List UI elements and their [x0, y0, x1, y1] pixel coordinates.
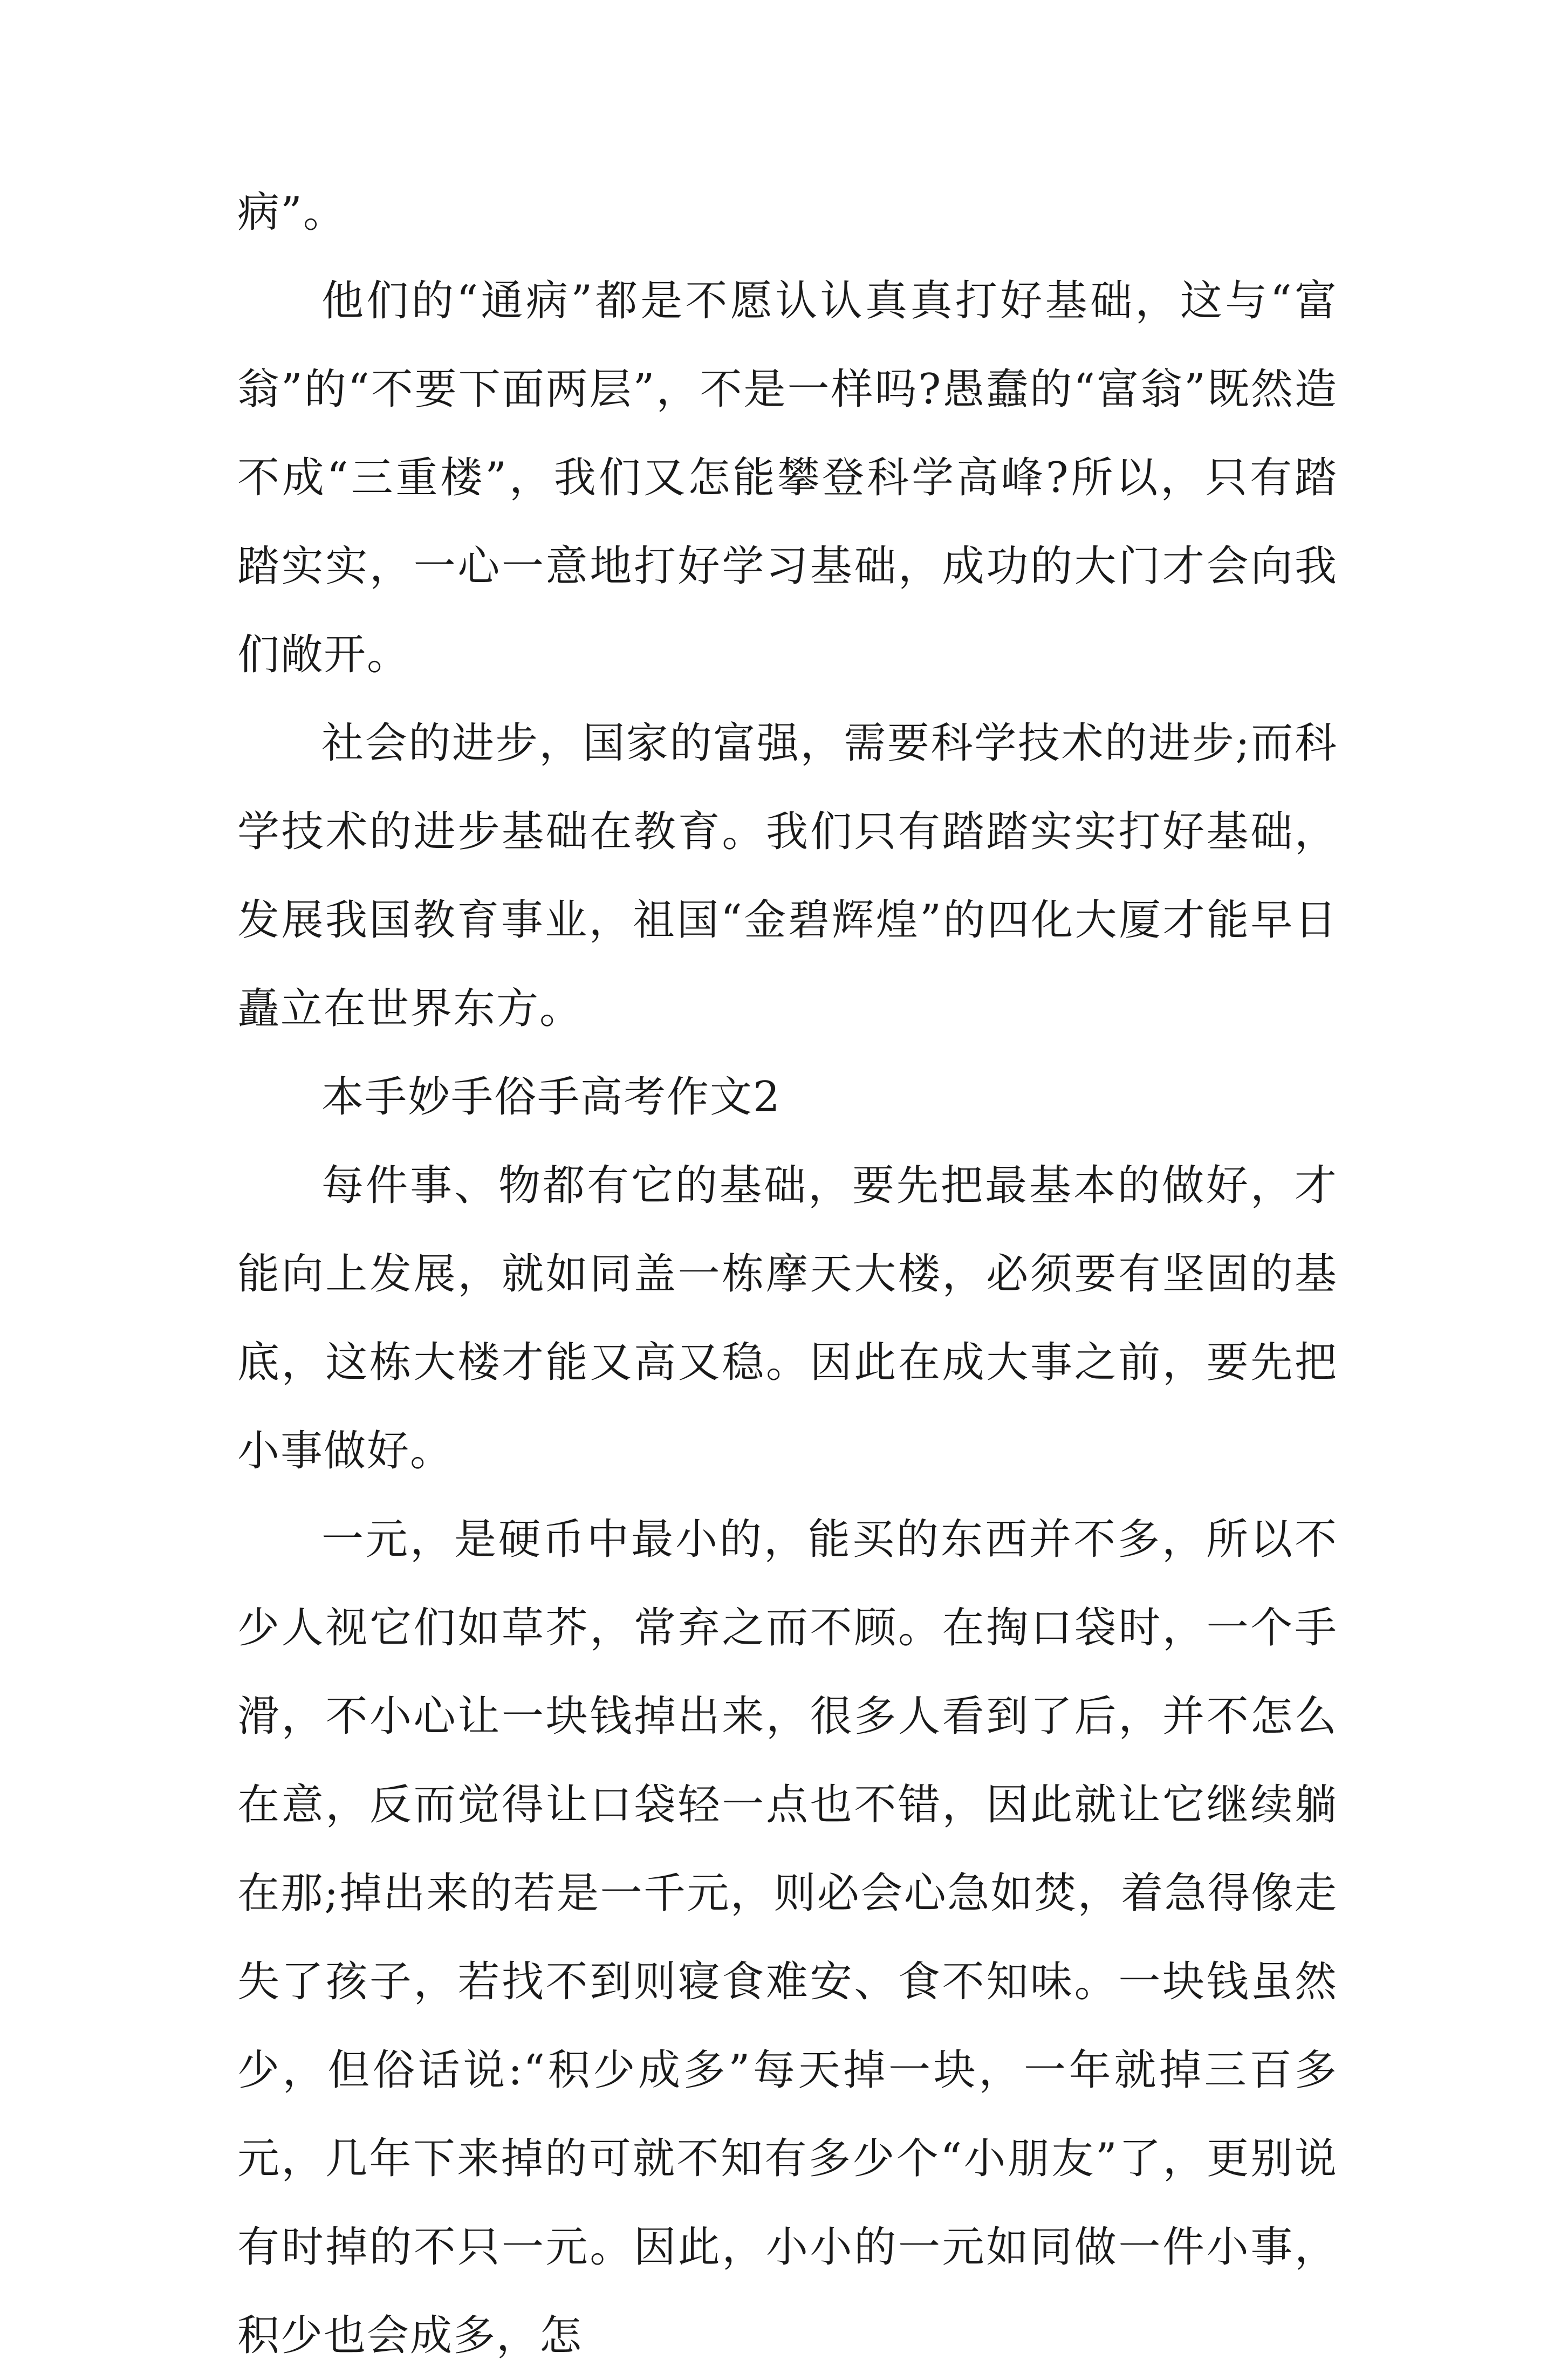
paragraph-one-yuan: 一元，是硬币中最小的，能买的东西并不多，所以不少人视它们如草芥，常弃之而不顾。在掏口袋时，一个手滑，不小心让一块钱掉出来，很多人看到了后，并不怎么在意，反而觉得让口袋轻一点也不错，因此就让它继续躺在那;掉出来的若是一千元，则必会心急如焚，着急得像走失了孩子，若找不到则寝食难安、食不知味。一块钱虽然少，但俗话说:“积少成多”每天掉一块，一年就掉三百多元，几年下来掉的可就不知有多少个“小朋友”了，更别说有时掉的不只一元。因此，小小的一元如同做一件小事，积少也会成多，怎	[237, 1515, 1338, 2360]
essay-heading: 本手妙手俗手高考作文2	[321, 1073, 781, 1121]
paragraph-continuation: 病”。	[237, 188, 346, 237]
essay-body	[237, 168, 1338, 2380]
paragraph-social-progress: 社会的进步，国家的富强，需要科学技术的进步;而科学技术的进步基础在教育。我们只有踏踏实实打好基础，发展我国教育事业，祖国“金碧辉煌”的四化大厦才能早日矗立在世界东方。	[237, 719, 1338, 1033]
paragraph-foundation: 每件事、物都有它的基础，要先把最基本的做好，才能向上发展，就如同盖一栋摩天大楼，必须要有坚固的基底，这栋大楼才能又高又稳。因此在成大事之前，要先把小事做好。	[237, 1161, 1338, 1475]
paragraph-common-fault: 他们的“通病”都是不愿认认真真打好基础，这与“富翁”的“不要下面两层”，不是一样吗?愚蠢的“富翁”既然造不成“三重楼”，我们又怎能攀登科学高峰?所以，只有踏踏实实，一心一意地打好学习基础，成功的大门才会向我们敞开。	[237, 277, 1338, 679]
